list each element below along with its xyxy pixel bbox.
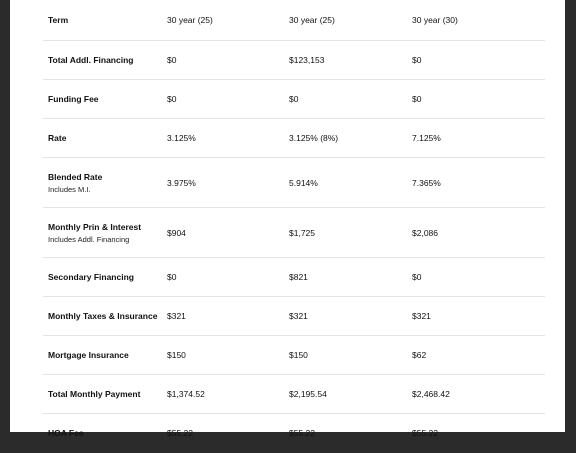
- option-3-value: $55.22: [412, 428, 438, 438]
- option-1-value: $0: [167, 272, 177, 282]
- option-3-value: $2,086: [412, 227, 438, 238]
- row-label: HOA Fee: [48, 428, 84, 438]
- option-1-value: 3.975%: [167, 177, 196, 188]
- option-2-value: 5.914%: [289, 177, 318, 188]
- loan-comparison-table: [43, 0, 545, 453]
- option-3-value: $0: [412, 55, 422, 65]
- table-row-rate: [43, 119, 545, 158]
- option-3-value: $321: [412, 311, 431, 321]
- option-2-value: $0: [289, 94, 299, 104]
- table-row-total-addl-financing: [43, 41, 545, 80]
- option-2-value: $321: [289, 311, 308, 321]
- table-row-monthly-taxes-insurance: [43, 297, 545, 336]
- option-1-value: $55.22: [167, 428, 193, 438]
- table-row-total-monthly-payment: [43, 375, 545, 414]
- option-1-value: $904: [167, 227, 186, 238]
- row-sublabel: Includes M.I.: [48, 184, 91, 194]
- option-2-value: $150: [289, 350, 308, 360]
- option-1-value: $0: [167, 55, 177, 65]
- row-label: Monthly Prin & Interest Includes Addl. Financing: [48, 221, 142, 244]
- option-3-value: $62: [412, 350, 427, 360]
- option-1-value: $150: [167, 350, 186, 360]
- option-1-value: 30 year (25): [167, 15, 213, 25]
- row-label: Total Monthly Payment: [48, 389, 141, 399]
- table-row-monthly-prin-interest: [43, 208, 545, 258]
- row-sublabel: Includes Addl. Financing: [48, 234, 130, 244]
- table-row-term: [43, 0, 545, 41]
- option-2-value: $821: [289, 272, 308, 282]
- row-label: Secondary Financing: [48, 272, 134, 282]
- table-row-funding-fee: [43, 80, 545, 119]
- row-label: Term: [48, 15, 69, 25]
- table-row-mortgage-insurance: [43, 336, 545, 375]
- table-row-blended-rate: [43, 158, 545, 208]
- option-2-value: 3.125% (8%): [289, 133, 339, 143]
- row-label: Rate: [48, 133, 67, 143]
- option-1-value: $1,374.52: [167, 389, 205, 399]
- row-label: Blended Rate Includes M.I.: [48, 171, 103, 194]
- row-label: Monthly Taxes & Insurance: [48, 311, 158, 321]
- row-label: Mortgage Insurance: [48, 350, 129, 360]
- option-2-value: $2,195.54: [289, 389, 327, 399]
- option-3-value: $2,468.42: [412, 389, 450, 399]
- row-label: Total Addl. Financing: [48, 55, 134, 65]
- row-label: Funding Fee: [48, 94, 99, 104]
- option-3-value: $0: [412, 94, 422, 104]
- table-row-secondary-financing: [43, 258, 545, 297]
- option-2-value: 30 year (25): [289, 15, 335, 25]
- option-2-value: $123,153: [289, 55, 325, 65]
- option-3-value: $0: [412, 272, 422, 282]
- option-1-value: $0: [167, 94, 177, 104]
- option-3-value: 30 year (30): [412, 15, 458, 25]
- option-2-value: $55.22: [289, 428, 315, 438]
- option-2-value: $1,725: [289, 227, 315, 238]
- option-3-value: 7.365%: [412, 177, 441, 188]
- option-1-value: 3.125%: [167, 133, 196, 143]
- option-3-value: 7.125%: [412, 133, 441, 143]
- option-1-value: $321: [167, 311, 186, 321]
- comparison-panel: [10, 0, 565, 438]
- table-row-hoa-fee: [43, 414, 545, 453]
